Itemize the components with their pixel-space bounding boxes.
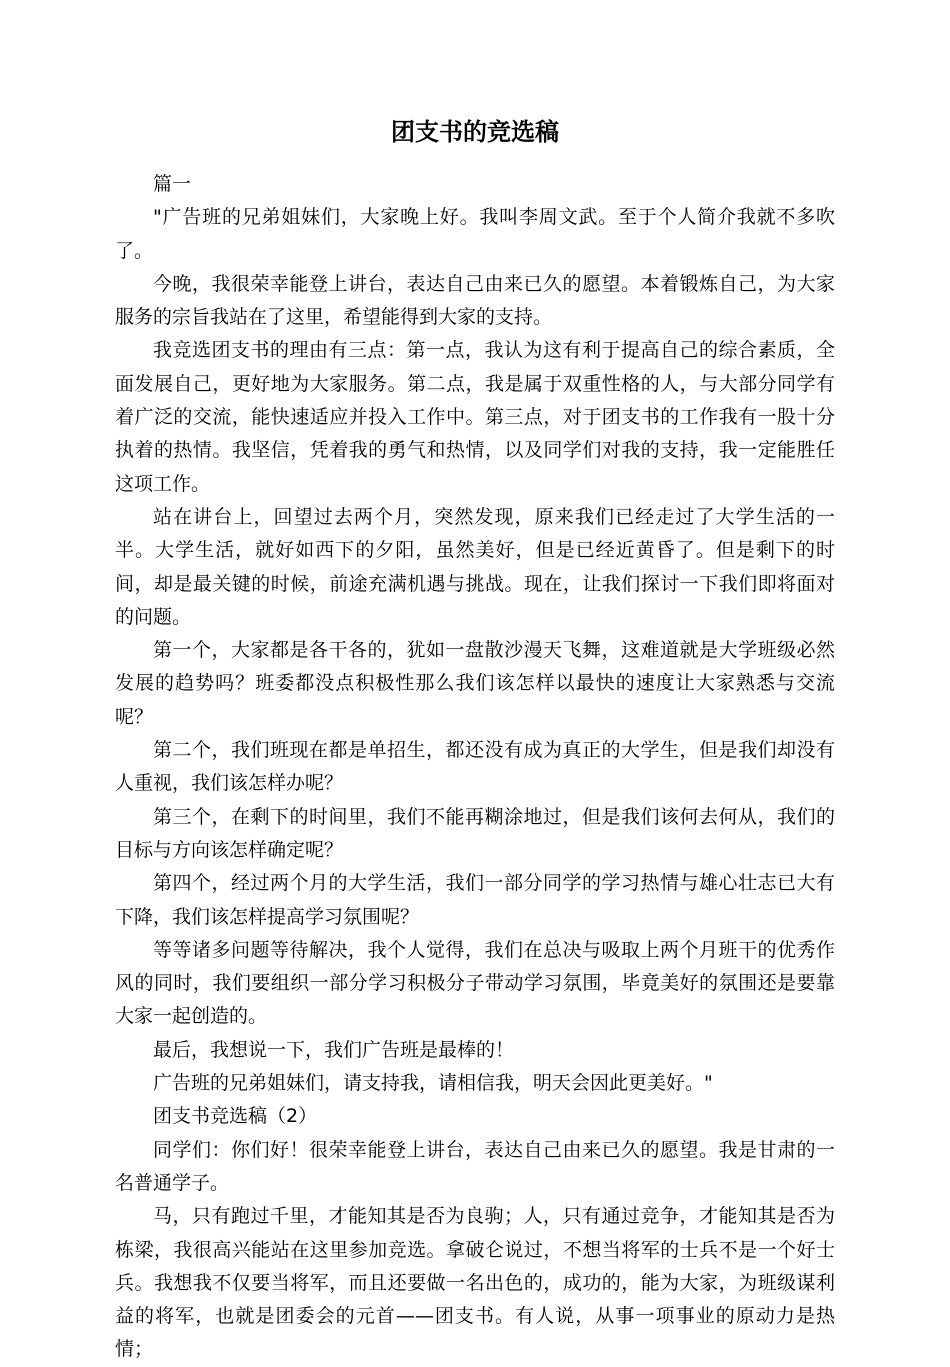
document-title: 团支书的竞选稿 [391,118,559,146]
section-heading-part-one: 篇一 [153,173,192,195]
paragraph-reflection: 站在讲台上，回望过去两个月，突然发现，原来我们已经走过了大学生活的一半。大学生活，就好如西下的夕阳，虽然美好，但是已经近黄昏了。但是剩下的时间，却是最关键的时候，前途充满机遇与挑战。现在，让我们探讨一下我们即将面对的问题。 [115,505,835,628]
paragraph-question-two: 第二个，我们班现在都是单招生，都还没有成为真正的大学生，但是我们却没有人重视，我们该怎样办呢？ [115,739,835,795]
paragraph-closing: 最后，我想说一下，我们广告班是最棒的！ [153,1038,515,1061]
paragraph-intro: 今晚，我很荣幸能登上讲台，表达自己由来已久的愿望。本着锻炼自己，为大家服务的宗旨我站在了这里，希望能得到大家的支持。 [115,272,835,329]
section-heading-part-two: 团支书竞选稿（2） [153,1105,318,1128]
paragraph-second-body: 马，只有跑过千里，才能知其是否为良驹；人，只有通过竞争，才能知其是否为栋梁，我很高兴能站在这里参加竞选。拿破仑说过，不想当将军的士兵不是一个好士兵。我想我不仅要当将军，而且还要做一名出色的，成功的，能为大家，为班级谋利益的将军，也就是团委会的元首——团支书。有人说，从事一项事业的原动力是热情； [115,1205,835,1361]
paragraph-second-greeting: 同学们：你们好！很荣幸能登上讲台，表达自己由来已久的愿望。我是甘肃的一名普通学子。 [115,1138,835,1194]
paragraph-question-one: 第一个，大家都是各干各的，犹如一盘散沙漫天飞舞，这难道就是大学班级必然发展的趋势吗？班委都没点积极性那么我们该怎样以最快的速度让大家熟悉与交流呢？ [115,639,835,728]
paragraph-reasons: 我竞选团支书的理由有三点：第一点，我认为这有利于提高自己的综合素质，全面发展自己，更好地为大家服务。第二点，我是属于双重性格的人，与大部分同学有着广泛的交流，能快速适应并投入工作中。第三点，对于团支书的工作我有一股十分执着的热情。我坚信，凭着我的勇气和热情，以及同学们对我的支持，我一定能胜任这项工作。 [115,339,835,495]
paragraph-appeal: 广告班的兄弟姐妹们，请支持我，请相信我，明天会因此更美好。" [153,1072,713,1095]
paragraph-question-three: 第三个，在剩下的时间里，我们不能再糊涂地过，但是我们该何去何从，我们的目标与方向该怎样确定呢？ [115,805,835,861]
document-body [115,168,835,1367]
paragraph-greeting: "广告班的兄弟姐妹们，大家晚上好。我叫李周文武。至于个人简介我就不多吹了。 [115,206,835,262]
paragraph-solutions: 等等诸多问题等待解决，我个人觉得，我们在总决与吸取上两个月班干的优秀作风的同时，我们要组织一部分学习积极分子带动学习氛围，毕竟美好的氛围还是要靠大家一起创造的。 [115,938,835,1028]
paragraph-question-four: 第四个，经过两个月的大学生活，我们一部分同学的学习热情与雄心壮志已大有下降，我们该怎样提高学习氛围呢？ [115,872,835,928]
